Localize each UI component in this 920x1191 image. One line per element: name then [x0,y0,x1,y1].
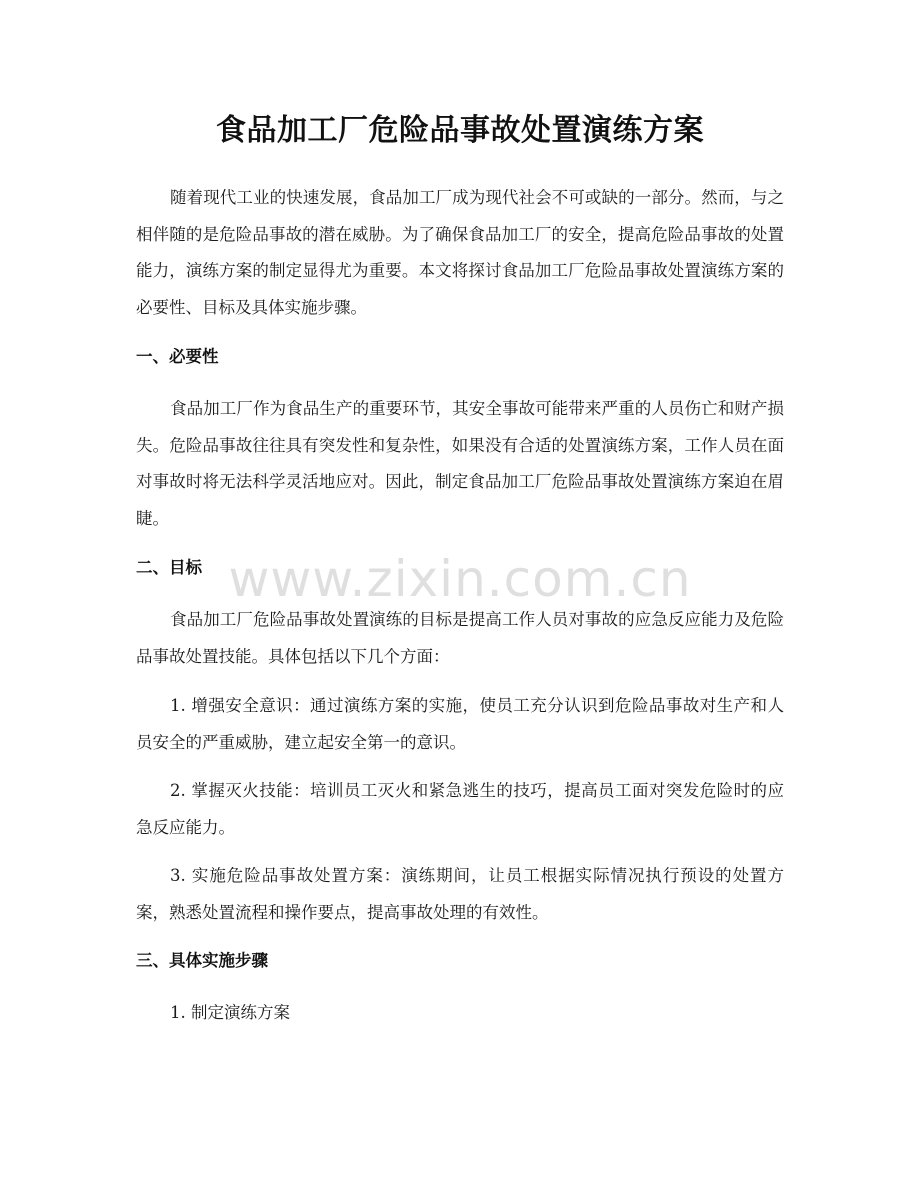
watermark-text: www.zixin.com.cn [228,550,692,608]
section-heading-necessity: 一、必要性 [136,347,219,366]
goal-item-3: 3. 实施危险品事故处置方案：演练期间，让员工根据实际情况执行预设的处置方案，熟悉处置流程和操作要点，提高事故处理的有效性。 [136,866,784,922]
intro-paragraph: 随着现代工业的快速发展，食品加工厂成为现代社会不可或缺的一部分。然而，与之相伴随的是危险品事故的潜在威胁。为了确保食品加工厂的安全，提高危险品事故的处置能力，演练方案的制定显得尤为重要。本文将探讨食品加工厂危险品事故处置演练方案的必要性、目标及具体实施步骤。 [136,188,784,317]
necessity-paragraph: 食品加工厂作为食品生产的重要环节，其安全事故可能带来严重的人员伤亡和财产损失。危险品事故往往具有突发性和复杂性，如果没有合适的处置演练方案，工作人员在面对事故时将无法科学灵活地应对。因此，制定食品加工厂危险品事故处置演练方案迫在眉睫。 [136,399,784,528]
section-heading-steps: 三、具体实施步骤 [136,951,268,970]
section-heading-goals: 二、目标 [136,558,202,577]
goals-paragraph: 食品加工厂危险品事故处置演练的目标是提高工作人员对事故的应急反应能力及危险品事故处置技能。具体包括以下几个方面： [136,610,784,666]
document-body [136,180,784,1044]
step-item-1: 1. 制定演练方案 [170,1003,290,1022]
document-title: 食品加工厂危险品事故处置演练方案 [216,113,704,148]
goal-item-1: 1. 增强安全意识：通过演练方案的实施，使员工充分认识到危险品事故对生产和人员安全的严重威胁，建立起安全第一的意识。 [136,696,784,752]
goal-item-2: 2. 掌握灭火技能：培训员工灭火和紧急逃生的技巧，提高员工面对突发危险时的应急反应能力。 [136,781,784,837]
